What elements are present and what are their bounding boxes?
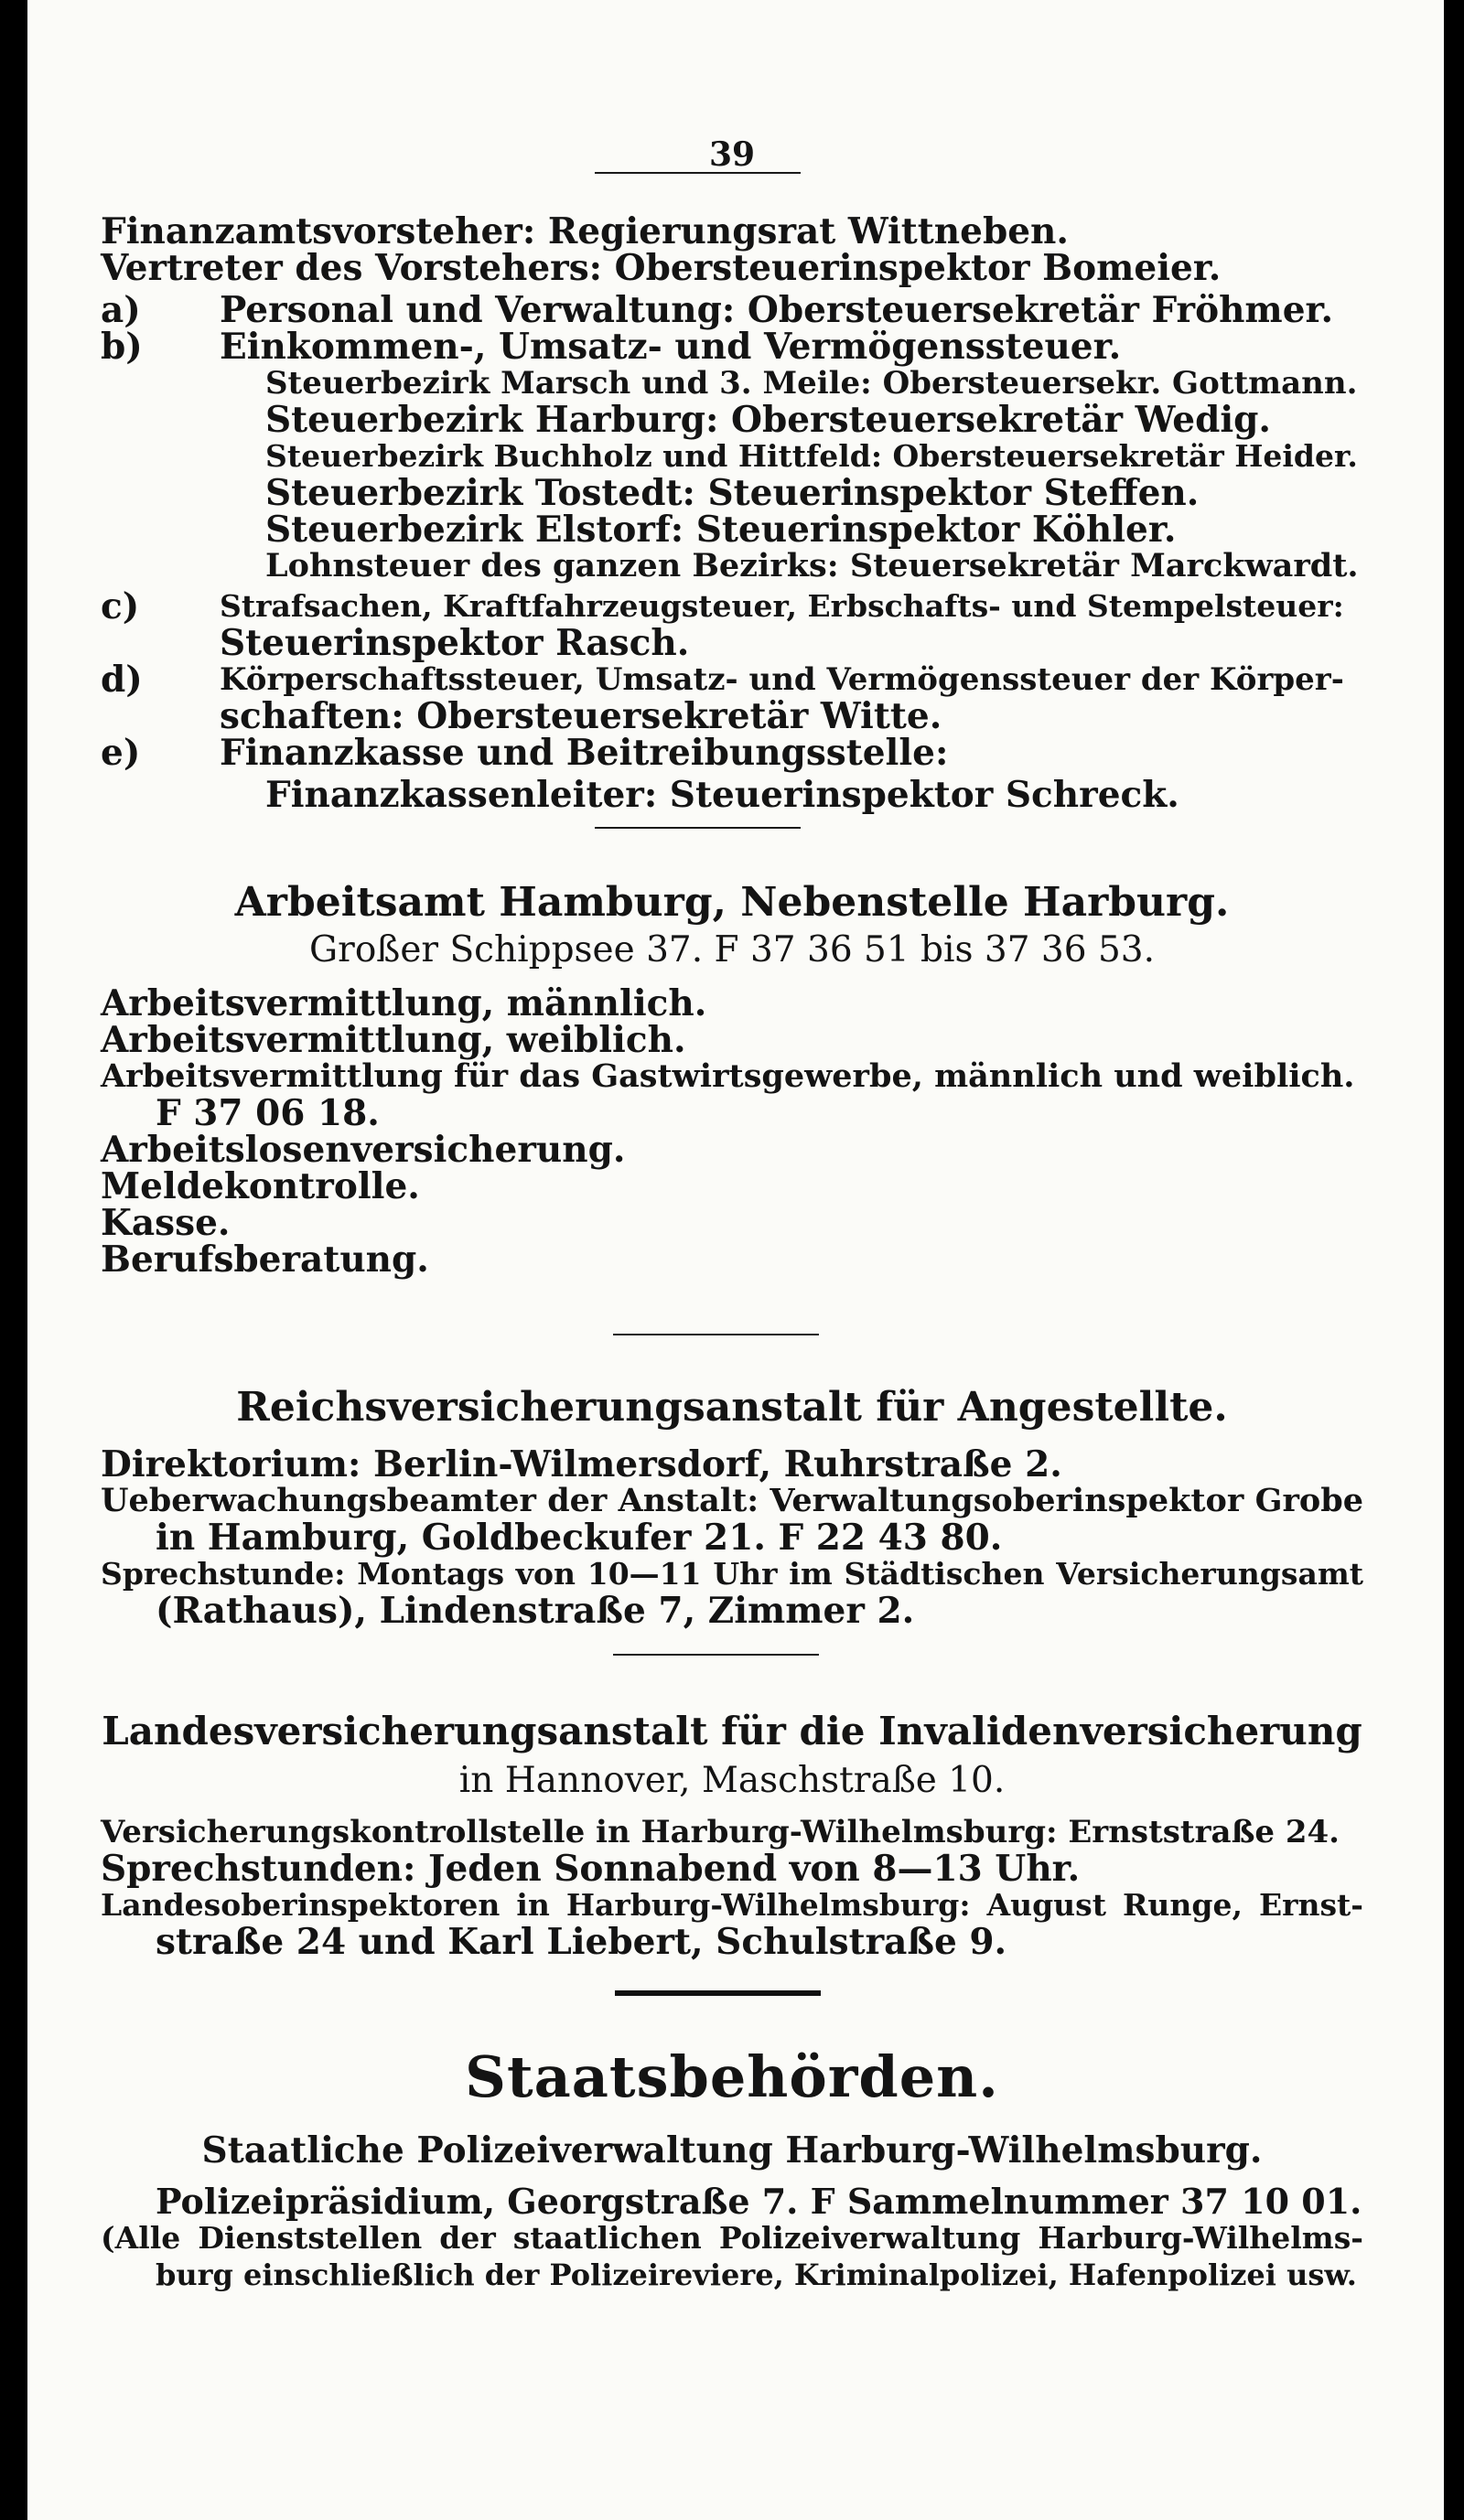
page-number: 39	[708, 135, 756, 174]
arbeitsamt-line: Arbeitsvermittlung, weiblich.	[101, 1019, 686, 1061]
page-number-rule	[595, 172, 801, 174]
section-divider-thick	[615, 1990, 821, 1996]
tax-district: Steuerbezirk Elstorf: Steuerinspektor Köhler.	[265, 509, 1177, 551]
finanzamt-item-c-line1: Strafsachen, Kraftfahrzeugsteuer, Erbschafts- und Stempelsteuer:	[220, 588, 1344, 624]
landesversicherung-subheading: in Hannover, Maschstraße 10.	[458, 1760, 1006, 1801]
tax-district: Steuerbezirk Buchholz und Hittfeld: Obersteuersekretär Heider.	[265, 438, 1358, 474]
finanzamt-item-e-line2: Finanzkassenleiter: Steuerinspektor Schreck.	[265, 774, 1179, 816]
finanzamt-vorsteher: Finanzamtsvorsteher: Regierungsrat Wittneben.	[101, 210, 1069, 252]
tax-district: Steuerbezirk Harburg: Obersteuersekretär Wedig.	[265, 399, 1272, 441]
landesversicherung-line: Versicherungskontrollstelle in Harburg-Wilhelmsburg: Ernststraße 24.	[101, 1814, 1340, 1850]
finanzamt-item-b-marker: b)	[101, 326, 143, 368]
finanzamt-item-b: Einkommen-, Umsatz- und Vermögenssteuer.	[220, 326, 1122, 368]
finanzamt-item-a-marker: a)	[101, 289, 141, 331]
arbeitsamt-line: Meldekontrolle.	[101, 1165, 420, 1207]
tax-district: Steuerbezirk Tostedt: Steuerinspektor Steffen.	[265, 472, 1200, 514]
staatsbehoerden-subheading: Staatliche Polizeiverwaltung Harburg-Wilhelmsburg.	[201, 2129, 1263, 2171]
landesversicherung-line: Sprechstunden: Jeden Sonnabend von 8—13 Uhr.	[101, 1848, 1081, 1890]
landesversicherung-line: straße 24 und Karl Liebert, Schulstraße 9.	[156, 1921, 1007, 1963]
finanzamt-item-e-line1: Finanzkasse und Beitreibungsstelle:	[220, 732, 949, 774]
landesversicherung-heading: Landesversicherungsanstalt für die Invalidenversicherung	[102, 1709, 1362, 1753]
finanzamt-item-c-marker: c)	[101, 585, 140, 627]
reichsversicherung-line: Direktorium: Berlin-Wilmersdorf, Ruhrstraße 2.	[101, 1443, 1062, 1485]
reichsversicherung-heading: Reichsversicherungsanstalt für Angestellte.	[236, 1384, 1228, 1431]
arbeitsamt-line: Kasse.	[101, 1202, 231, 1244]
arbeitsamt-address: Großer Schippsee 37. F 37 36 51 bis 37 36 53.	[309, 929, 1155, 970]
staatsbehoerden-line: Polizeipräsidium, Georgstraße 7. F Sammelnummer 37 10 01.	[156, 2181, 1362, 2222]
arbeitsamt-heading: Arbeitsamt Hamburg, Nebenstelle Harburg.	[234, 879, 1230, 926]
arbeitsamt-line: Arbeitsvermittlung für das Gastwirtsgewerbe, männlich und weiblich.	[101, 1057, 1355, 1095]
staatsbehoerden-line: (Alle Dienststellen der staatlichen Polizeiverwaltung Harburg-Wilhelms-	[101, 2220, 1363, 2256]
finanzamt-item-d-line1: Körperschaftssteuer, Umsatz- und Vermögenssteuer der Körper-	[220, 661, 1344, 698]
finanzamt-item-c-line2: Steuerinspektor Rasch.	[220, 622, 690, 664]
section-divider	[595, 827, 801, 829]
staatsbehoerden-line: burg einschließlich der Polizeireviere, Kriminalpolizei, Hafenpolizei usw.	[156, 2257, 1357, 2292]
document-page	[27, 0, 1444, 2520]
tax-district: Lohnsteuer des ganzen Bezirks: Steuersekretär Marckwardt.	[265, 547, 1359, 584]
section-divider	[613, 1334, 819, 1335]
tax-district: Steuerbezirk Marsch und 3. Meile: Obersteuersekr. Gottmann.	[265, 365, 1358, 402]
finanzamt-item-d-line2: schaften: Obersteuersekretär Witte.	[220, 695, 942, 737]
finanzamt-item-a: Personal und Verwaltung: Obersteuersekretär Fröhmer.	[220, 289, 1334, 331]
reichsversicherung-line: (Rathaus), Lindenstraße 7, Zimmer 2.	[156, 1590, 915, 1632]
landesversicherung-line: Landesoberinspektoren in Harburg-Wilhelmsburg: August Runge, Ernst-	[101, 1887, 1363, 1923]
reichsversicherung-line: Ueberwachungsbeamter der Anstalt: Verwaltungsoberinspektor Grobe	[101, 1482, 1363, 1519]
arbeitsamt-line: Arbeitsvermittlung, männlich.	[101, 982, 707, 1024]
arbeitsamt-line: Arbeitslosenversicherung.	[101, 1129, 626, 1171]
reichsversicherung-line: in Hamburg, Goldbeckufer 21. F 22 43 80.	[156, 1517, 1003, 1559]
finanzamt-item-d-marker: d)	[101, 659, 143, 701]
staatsbehoerden-heading: Staatsbehörden.	[465, 2043, 999, 2110]
section-divider	[613, 1654, 819, 1656]
finanzamt-vertreter: Vertreter des Vorstehers: Obersteuerinspektor Bomeier.	[101, 247, 1222, 289]
finanzamt-item-e-marker: e)	[101, 732, 141, 774]
arbeitsamt-phone: F 37 06 18.	[156, 1092, 380, 1134]
reichsversicherung-line: Sprechstunde: Montags von 10—11 Uhr im Städtischen Versicherungsamt	[101, 1556, 1363, 1592]
arbeitsamt-line: Berufsberatung.	[101, 1239, 429, 1281]
